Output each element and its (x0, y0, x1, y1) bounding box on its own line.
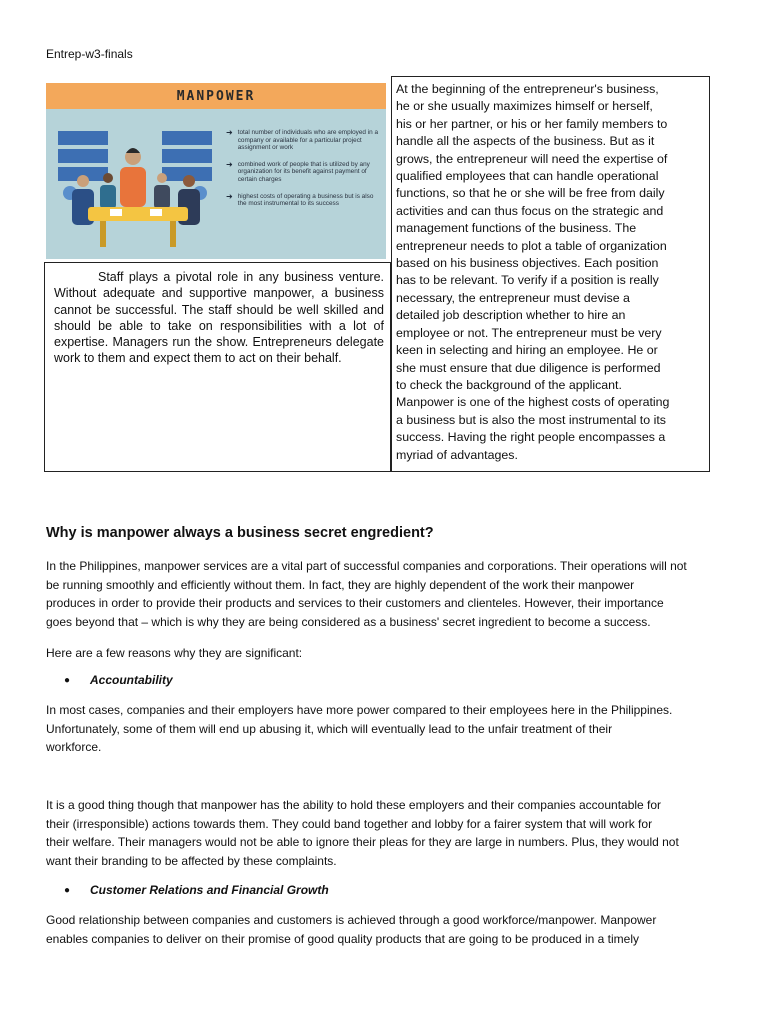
text-line: workforce. (46, 740, 102, 754)
bullet-dot-icon: ● (64, 674, 71, 686)
intro-paragraph (46, 557, 728, 631)
infographic-bullet-text: highest costs of operating a business but is also the most instrumental to its success (237, 192, 374, 208)
bullet-dot-icon: ● (64, 884, 71, 896)
text-line: based on his business objectives. Each position (396, 256, 659, 271)
infographic-bullet (226, 193, 382, 208)
text-line: myriad of advantages. (396, 447, 518, 462)
relationship-paragraph (46, 911, 728, 948)
text-line: keen in selecting and hiring an employee. He or (396, 343, 658, 358)
entrepreneur-paragraph (396, 81, 705, 464)
text-line: employee or not. The entrepreneur must be very (396, 325, 662, 340)
header-label: Entrep-w3-finals (46, 47, 133, 61)
staff-paragraph: Staff plays a pivotal role in any business venture. Without adequate and supportive manpower, a business cannot be successful. The staff should be well skilled and should be able to take on responsibilities with a lot of expertise. Managers run the show. Entrepreneurs delegate work to them and expect them to act on their behalf. (54, 270, 384, 366)
infographic-bullet (226, 161, 382, 184)
table-cell-staff (44, 262, 391, 472)
bullet-label: Customer Relations and Financial Growth (90, 883, 329, 897)
text-line: entrepreneur needs to plot a table of organization (396, 238, 667, 253)
text-line: Manpower is one of the highest costs of operating (396, 395, 670, 410)
text-line: success. Having the right people encompasses a (396, 430, 666, 445)
text-line: produces in order to provide their products and services to their customers and clienteles. However, their importance (46, 596, 664, 610)
text-line: management functions of the business. The (396, 221, 637, 236)
section-heading: Why is manpower always a business secret engredient? (46, 525, 434, 541)
text-line: detailed job description whether to hire an (396, 308, 626, 323)
accountability-paragraph (46, 701, 728, 757)
text-line: she must ensure that due diligence is performed (396, 360, 661, 375)
text-line: In the Philippines, manpower services are a vital part of successful companies and corporations. Their operations will not (46, 559, 687, 573)
infographic-bullet (226, 129, 382, 152)
text-line: he or she usually maximizes himself or herself, (396, 99, 653, 114)
text-line: their (irresponsible) actions towards them. They could band together and lobby for a fairer system that will work for (46, 816, 653, 831)
text-line: want their branding to be affected by these complaints. (46, 853, 337, 868)
arrow-right-icon: ➜ (226, 191, 233, 201)
text-line: Good relationship between companies and customers is achieved through a good workforce/manpower. Manpower (46, 913, 657, 927)
text-line: It is a good thing though that manpower has the ability to hold these employers and their companies accountable for (46, 798, 662, 812)
manpower-infographic (46, 83, 386, 259)
document-table (44, 76, 710, 472)
text-line: functions, so that he or she will be free from daily (396, 186, 665, 201)
bullet-customer-relations (64, 883, 329, 897)
text-line: their welfare. Their managers would not be able to ignore their pleas for they are large in numbers. Plus, they would not (46, 835, 679, 849)
table-cell-image (44, 76, 391, 262)
text-line: In most cases, companies and their employers have more power compared to their employees here in the Philippines. (46, 703, 673, 717)
text-line: handle all the aspects of the business. But as it (396, 134, 655, 149)
text-line: to check the background of the applicant. (396, 377, 622, 392)
text-line: enables companies to deliver on their promise of good quality products that are going to be produced in a timely (46, 931, 640, 946)
arrow-right-icon: ➜ (226, 128, 233, 137)
infographic-title: MANPOWER (176, 89, 256, 104)
infographic-bullet-text: combined work of people that is utilized by any organization for its benefit against payment of certain charges (237, 160, 370, 183)
infographic-bullet-text: total number of individuals who are employed in a company or available for a particular project assignment or work (237, 129, 379, 152)
bullet-label: Accountability (90, 673, 173, 687)
reasons-intro: Here are a few reasons why they are significant: (46, 646, 303, 660)
text-line: goes beyond that – which is why they are being considered as a business' secret ingredient to become a success. (46, 614, 651, 629)
bullet-accountability (64, 673, 173, 687)
text-line: necessary, the entrepreneur must devise a (396, 290, 630, 305)
text-line: activities and can thus focus on the strategic and (396, 203, 664, 218)
text-line: a business but is also the most instrumental to its (396, 412, 666, 427)
text-line: Unfortunately, some of them will end up abusing it, which will eventually lead to the unfair treatment of their (46, 721, 613, 736)
team-meeting-illustration (50, 123, 222, 253)
table-cell-entrepreneur (391, 76, 710, 472)
text-line: be running smoothly and efficiently without them. In fact, they are highly dependent of the work their manpower (46, 577, 635, 592)
text-line: At the beginning of the entrepreneur's business, (396, 82, 659, 96)
infographic-bullet-list (226, 129, 382, 217)
text-line: his or her partner, or his or her family members to (396, 116, 668, 131)
text-line: grows, the entrepreneur will need the expertise of (396, 151, 668, 166)
text-line: has to be relevant. To verify if a position is really (396, 273, 659, 288)
arrow-right-icon: ➜ (226, 159, 233, 169)
good-thing-paragraph (46, 796, 728, 870)
text-line: qualified employees that can handle operational (396, 169, 659, 184)
